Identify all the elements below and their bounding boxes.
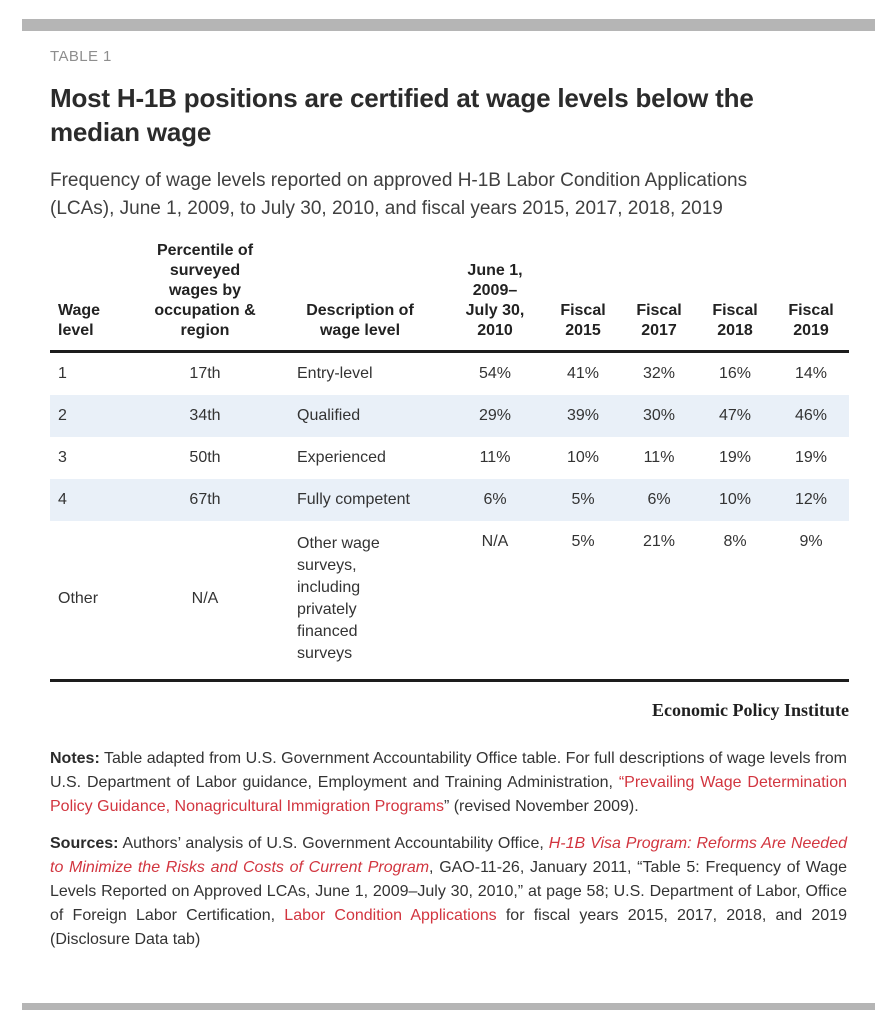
- table-cell: 2: [58, 407, 67, 424]
- table-cell: 46%: [794, 407, 828, 424]
- table-cell: Qualified: [297, 407, 361, 424]
- table-row-wage-level-4: [50, 479, 849, 521]
- table-cell: 14%: [794, 365, 828, 382]
- sources-link-gao-report[interactable]: H-1B Visa Program: Reforms Are Needed to Minimize the Risks and Costs of Current Program: [50, 835, 847, 876]
- table-cell: 10%: [566, 449, 600, 466]
- table-cell: 29%: [478, 407, 512, 424]
- table-row-wage-level-2: [50, 395, 849, 437]
- table-cell: 12%: [794, 491, 828, 508]
- sources-paragraph: [50, 832, 847, 952]
- table-cell: 9%: [773, 521, 849, 681]
- column-header-wage-level: Wage level: [50, 241, 135, 352]
- table-row-wage-level-1: [50, 352, 849, 396]
- table-cell: 41%: [566, 365, 600, 382]
- table-cell: 10%: [718, 491, 752, 508]
- table-cell: Entry-level: [297, 365, 373, 382]
- table-header-row: [50, 241, 849, 352]
- table-cell: 17th: [189, 365, 221, 382]
- top-divider-bar: [22, 19, 875, 31]
- column-header-fiscal-2017: Fiscal 2017: [621, 241, 697, 352]
- column-header-fiscal-2019: Fiscal 2019: [773, 241, 849, 352]
- notes-link-prevailing-wage-guidance[interactable]: “Prevailing Wage Determination Policy Guidance, Nonagricultural Immigration Programs: [50, 774, 847, 815]
- notes-text: ” (revised November 2009).: [443, 798, 639, 815]
- figure-title: Most H-1B positions are certified at wage levels below the median wage: [50, 83, 754, 147]
- column-header-june-2009-july-2010: June 1, 2009–July 30, 2010: [445, 241, 545, 352]
- sources-label: Sources:: [50, 835, 119, 852]
- table-cell: 11%: [643, 449, 675, 466]
- table-kicker: TABLE 1: [50, 48, 112, 65]
- column-header-percentile: Percentile of surveyed wages by occupation & region: [135, 241, 275, 352]
- table-cell: 67th: [189, 491, 221, 508]
- column-header-fiscal-2018: Fiscal 2018: [697, 241, 773, 352]
- table-cell: 8%: [697, 521, 773, 681]
- bottom-divider-bar: [22, 1003, 875, 1010]
- table-cell: 47%: [718, 407, 752, 424]
- table-cell: 19%: [794, 449, 828, 466]
- table-cell: 19%: [718, 449, 752, 466]
- table-row-other: [50, 521, 849, 681]
- table-cell: N/A: [135, 521, 275, 681]
- notes-paragraph: [50, 747, 847, 819]
- table-cell: 34th: [189, 407, 221, 424]
- table-cell: 4: [58, 491, 67, 508]
- table-cell: 5%: [571, 491, 595, 508]
- table-cell: 30%: [642, 407, 676, 424]
- table-cell: 11%: [479, 449, 511, 466]
- figure-subtitle: Frequency of wage levels reported on approved H-1B Labor Condition Applications (LCAs), June 1, 2009, to July 30, 2010, and fiscal years 2015, 2017, 2018, 2019: [50, 170, 748, 219]
- table-cell: 54%: [478, 365, 512, 382]
- table-cell: 21%: [621, 521, 697, 681]
- table-cell: 16%: [718, 365, 752, 382]
- table-cell: 3: [58, 449, 67, 466]
- sources-link-labor-condition-applications[interactable]: Labor Condition Applications: [284, 907, 497, 924]
- notes-label: Notes:: [50, 750, 100, 767]
- table-cell: Other: [50, 521, 135, 681]
- notes-text: Table adapted from U.S. Government Accountability Office table. For full descriptions of wage levels from U.S. Department of Labor guidance, Employment and Training Administration,: [50, 750, 847, 791]
- table-cell: 1: [58, 365, 67, 382]
- table-row-wage-level-3: [50, 437, 849, 479]
- table-cell: 6%: [483, 491, 507, 508]
- epi-wordmark: Economic Policy Institute: [652, 700, 849, 720]
- table-cell: 6%: [647, 491, 671, 508]
- table-cell: N/A: [445, 521, 545, 681]
- table-cell: 39%: [566, 407, 600, 424]
- table-cell: Other wage surveys, including privately financed surveys: [275, 521, 445, 681]
- column-header-description: Description of wage level: [275, 241, 445, 352]
- table-cell: Experienced: [297, 449, 386, 466]
- sources-text: Authors’ analysis of U.S. Government Accountability Office,: [118, 835, 549, 852]
- table-cell: 32%: [642, 365, 676, 382]
- table-cell: 5%: [545, 521, 621, 681]
- figure-content: [50, 48, 849, 965]
- table-cell: Fully competent: [297, 491, 410, 508]
- sources-text: , GAO-11-26, January 2011, “Table 5: Frequency of Wage Levels Reported on Approved LCAs, June 1, 2009–July 30, 2010,” at page 58; U.S. Department of Labor, Office of Foreign Labor Certification,: [50, 859, 847, 924]
- sources-text: for fiscal years 2015, 2017, 2018, and 2019 (Disclosure Data tab): [50, 907, 848, 948]
- column-header-fiscal-2015: Fiscal 2015: [545, 241, 621, 352]
- wage-levels-table: [50, 241, 849, 682]
- table-cell: 50th: [189, 449, 221, 466]
